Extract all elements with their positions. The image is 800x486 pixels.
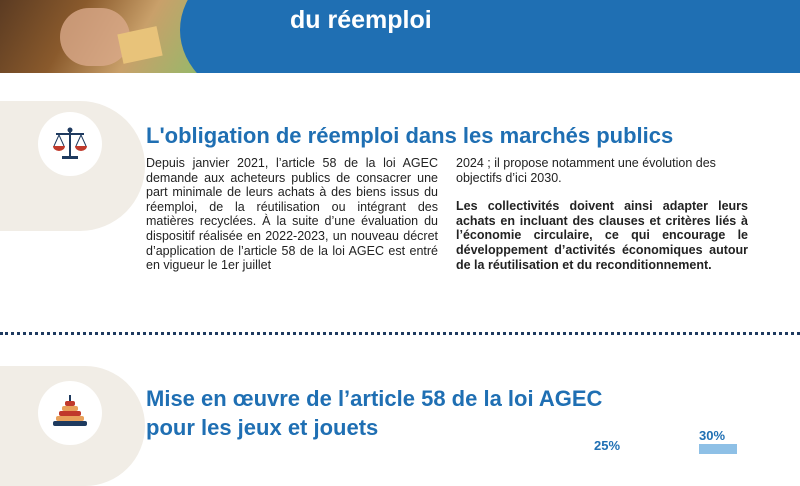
header-title: du réemploi bbox=[290, 6, 432, 34]
section2-title-line1: Mise en œuvre de l’article 58 de la loi AGEC bbox=[146, 386, 603, 411]
section1-right-paragraph: 2024 ; il propose notamment une évolution des objectifs d’ici 2030. bbox=[456, 156, 716, 185]
section2-title bbox=[146, 384, 602, 442]
balance-scale-icon bbox=[38, 112, 102, 176]
section2-title-line2: pour les jeux et jouets bbox=[146, 415, 379, 440]
section1-title: L'obligation de réemploi dans les marchés publics bbox=[146, 123, 674, 148]
stat-bar-b bbox=[699, 444, 737, 454]
stacking-rings-toy-icon bbox=[38, 381, 102, 445]
section1-bold-paragraph: Les collectivités doivent ainsi adapter leurs achats en incluant des clauses et critères liés à l’économie circulaire, ce qui encourage le développement d’activités économiques autour de la réutilisation et du reconditionnement. bbox=[456, 199, 748, 272]
section1-left-paragraph: Depuis janvier 2021, l’article 58 de la loi AGEC demande aux acheteurs publics de consacrer une part minimale de leurs achats à des biens issus du réemploi, de la réutilisation ou intégrant des matières recyclées. À la suite d’une évaluation du dispositif réalisée en 2022-2023, un nouveau décret d’application de l’article 58 de la loi AGEC est entré en vigueur le 1er juillet bbox=[146, 156, 438, 273]
stat-value-b: 30% bbox=[699, 428, 726, 443]
section1-right-column bbox=[456, 156, 748, 286]
stat-value-a: 25% bbox=[594, 438, 621, 453]
header-banner bbox=[0, 0, 800, 73]
dotted-divider bbox=[0, 332, 800, 335]
